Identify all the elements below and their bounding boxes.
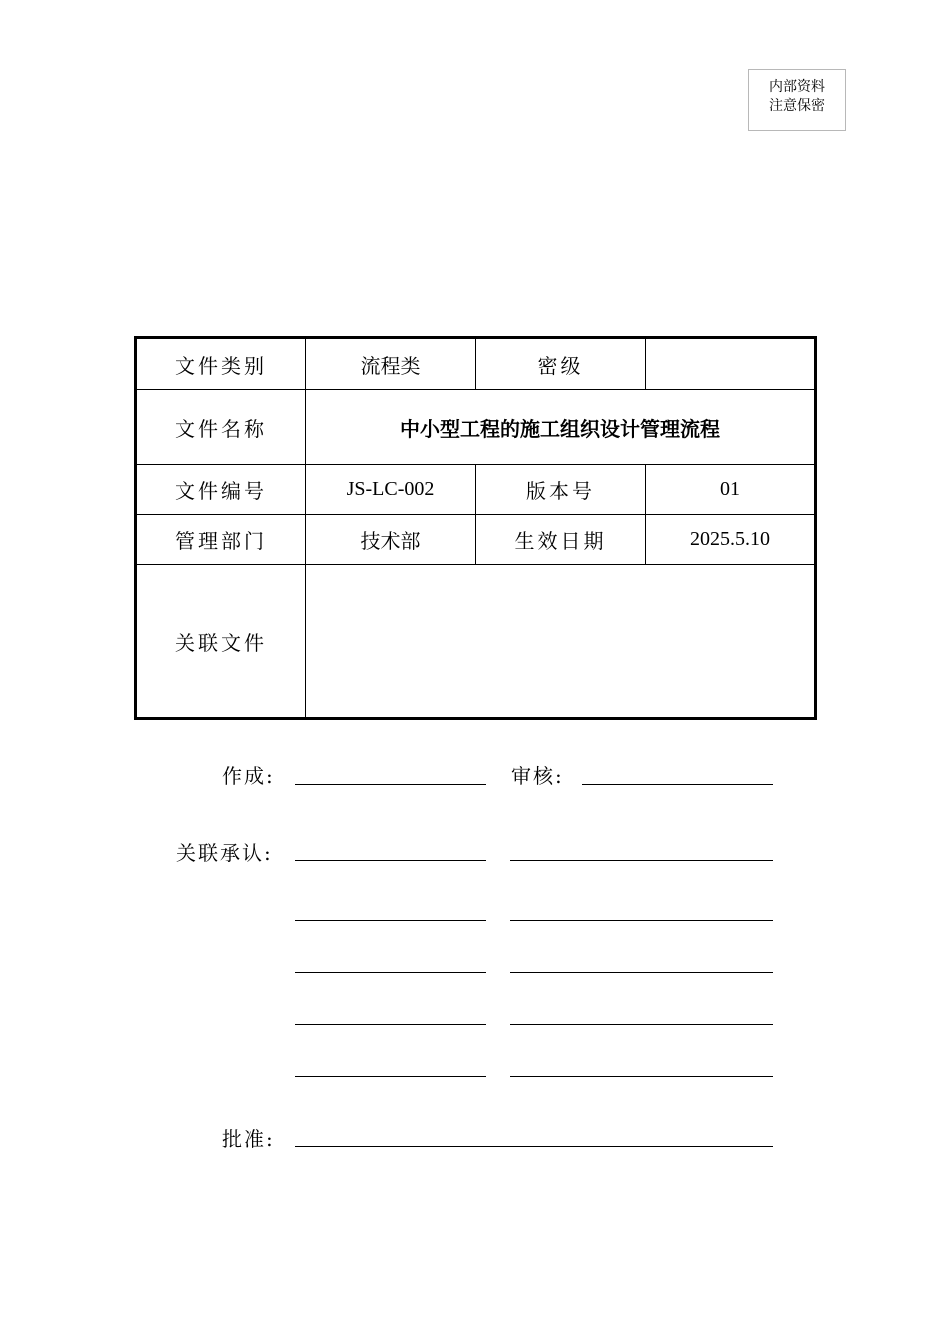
related-approval-line-right-1[interactable] [510,860,773,861]
table-row [136,565,816,719]
related-approval-line-left-5[interactable] [295,1076,486,1077]
reviewed-label: 审核: [511,764,564,788]
related-files-value [306,565,816,719]
stamp-line-2: 注意保密 [769,98,825,114]
prepared-signature-line[interactable] [295,784,486,785]
related-approval-line-right-4[interactable] [510,1024,773,1025]
related-approval-line-left-3[interactable] [295,972,486,973]
related-approval-line-right-5[interactable] [510,1076,773,1077]
document-title: 中小型工程的施工组织设计管理流程 [306,390,816,465]
confidential-stamp [748,69,846,131]
secrecy-value [646,338,816,390]
number-label: 文件编号 [136,465,306,515]
category-label: 文件类别 [136,338,306,390]
table-row [136,515,816,565]
effective-date-label: 生效日期 [476,515,646,565]
document-info-table [134,336,817,720]
dept-value: 技术部 [306,515,476,565]
table-row [136,465,816,515]
table-row [136,390,816,465]
related-approval-line-left-1[interactable] [295,860,486,861]
effective-date-value: 2025.5.10 [646,515,816,565]
name-label: 文件名称 [136,390,306,465]
secrecy-label: 密级 [476,338,646,390]
table-row [136,338,816,390]
approved-label: 批准: [222,1127,275,1151]
related-files-label: 关联文件 [136,565,306,719]
prepared-label: 作成: [222,764,275,788]
dept-label: 管理部门 [136,515,306,565]
version-label: 版本号 [476,465,646,515]
version-value: 01 [646,465,816,515]
reviewed-signature-line[interactable] [582,784,773,785]
related-approval-label: 关联承认: [176,841,273,865]
category-value: 流程类 [306,338,476,390]
related-approval-line-right-2[interactable] [510,920,773,921]
related-approval-line-left-4[interactable] [295,1024,486,1025]
stamp-line-1: 内部资料 [769,79,825,95]
approved-signature-line[interactable] [295,1146,773,1147]
number-value: JS-LC-002 [306,465,476,515]
related-approval-line-left-2[interactable] [295,920,486,921]
related-approval-line-right-3[interactable] [510,972,773,973]
